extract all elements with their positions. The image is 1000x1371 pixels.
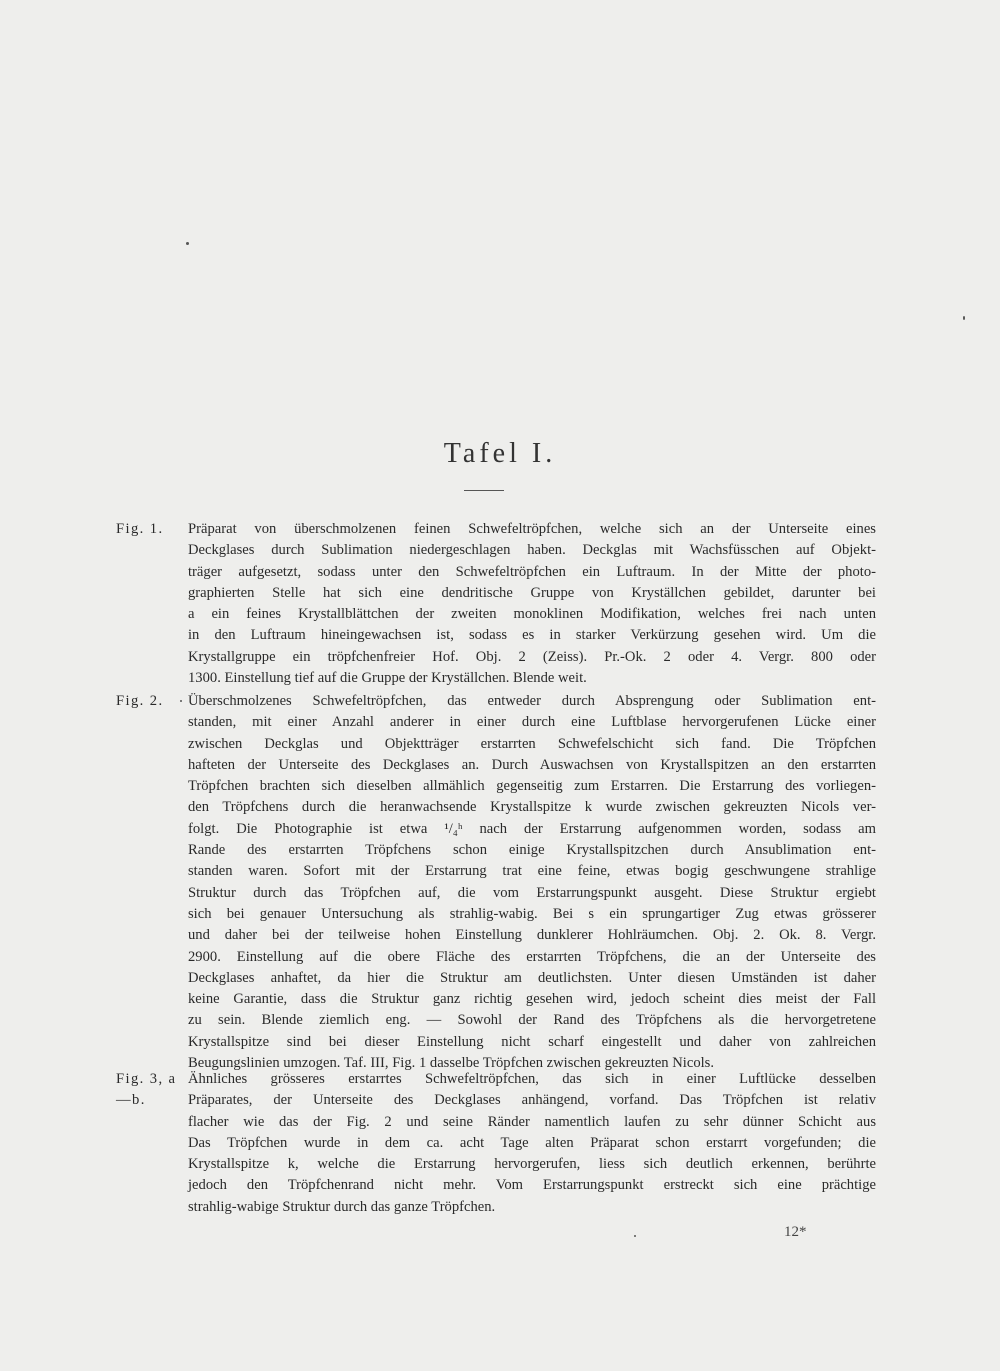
text-line: flacher wie das der Fig. 2 und seine Ränder namentlich laufen zu sehr dünner Schicht aus [188, 1113, 876, 1130]
text-line: jedoch den Tröpfchenrand nicht mehr. Vom Erstarrungspunkt erstreckt sich eine prächtige [188, 1177, 876, 1194]
page-number: 12* [784, 1224, 807, 1240]
text-line: strahlig-wabige Struktur durch das ganze Tröpfchen. [188, 1198, 496, 1215]
text-line: Krystallspitze sind bei dieser Einstellung nicht scharf eingestellt und daher von zahlreichen [188, 1033, 876, 1050]
text-line: zwischen Deckglas und Objektträger erstarrten Schwefelschicht sich fand. Die Tröpfchen [188, 735, 876, 752]
text-line: standen waren. Sofort mit der Erstarrung trat eine feine, etwas bogig geschwungene strahlige [188, 863, 876, 880]
text-line: in den Luftraum hineingewachsen ist, sodass es in starker Verkürzung gesehen wird. Um die [188, 627, 876, 644]
figure-label: Fig. 3, a—b. [116, 1071, 177, 1109]
text-line: Präparates, der Unterseite des Deckglases anhängend, vorfand. Das Tröpfchen ist relativ [188, 1092, 876, 1109]
text-line: folgt. Die Photographie ist etwa ¹/₄ʰ nach der Erstarrung aufgenommen worden, sodass am [188, 820, 876, 837]
text-line: Rande des erstarrten Tröpfchens schon einige Krystallspitzchen durch Ansublimation ent- [188, 842, 876, 859]
text-line: Überschmolzenes Schwefeltröpfchen, das entweder durch Absprengung oder Sublimation ent- [188, 693, 876, 709]
figure-label: Fig. 1. [116, 521, 164, 537]
figure-entry-2 [116, 691, 876, 1074]
text-line: den Tröpfchens durch die heranwachsende Krystallspitze k wurde zwischen gekreuzten Nicols ver- [188, 799, 876, 816]
print-speck [634, 1235, 636, 1237]
text-line: Krystallgruppe ein tröpfchenfreier Hof. Obj. 2 (Zeiss). Pr.-Ok. 2 oder 4. Vergr. 800 oder [188, 648, 876, 665]
text-line: Ähnliches grösseres erstarrtes Schwefeltröpfchen, das sich in einer Luftlücke desselben [188, 1071, 876, 1087]
print-speck [963, 316, 965, 320]
text-line: Krystallspitze k, welche die Erstarrung hervorgerufen, liess sich deutlich erkennen, berührte [188, 1156, 876, 1173]
figure-description [188, 691, 876, 1074]
page-title: Tafel I. [443, 438, 557, 469]
text-line: standen, mit einer Anzahl anderer in einer durch eine Luftblase hervorgerufenen Lücke einer [188, 714, 876, 731]
text-line: a ein feines Krystallblättchen der zweiten monoklinen Modifikation, welches frei nach unten [188, 606, 876, 623]
text-line: Tröpfchen brachten sich dieselben allmählich gegenseitig zum Erstarren. Die Erstarrung des vorliegen- [188, 778, 876, 795]
text-line: Deckglases anhaftet, da hier die Struktur am deutlichsten. Unter diesen Umständen ist daher [188, 969, 876, 986]
text-line: sich bei genauer Untersuchung als strahlig-wabig. Bei s ein sprungartiger Zug etwas grösserer [188, 905, 876, 922]
text-line: keine Garantie, dass die Struktur ganz richtig gesehen wird, jedoch scheint dies meist der Fall [188, 991, 876, 1008]
title-rule [464, 490, 504, 491]
text-line: Deckglases durch Sublimation niedergeschlagen haben. Deckglas mit Wachsfüsschen auf Objekt- [188, 542, 876, 559]
text-line: träger aufgesetzt, sodass unter den Schwefeltröpfchen ein Luftraum. In der Mitte der photo- [188, 563, 876, 580]
text-line: und daher bei der teilweise hohen Einstellung dunklerer Hohlräumchen. Obj. 2. Ok. 8. Vergr. [188, 927, 876, 944]
text-line: 2900. Einstellung auf die obere Fläche des erstarrten Tröpfchens, die an der Unterseite des [188, 948, 876, 965]
text-line: zu sein. Blende ziemlich eng. — Sowohl der Rand des Tröpfchens als die hervorgetretene [188, 1012, 876, 1029]
figure-label: Fig. 2. [116, 693, 164, 709]
figure-description [188, 1069, 876, 1218]
print-speck [180, 700, 182, 702]
figure-description [188, 519, 876, 689]
text-line: Präparat von überschmolzenen feinen Schwefeltröpfchen, welche sich an der Unterseite eines [188, 521, 876, 537]
text-line: Struktur durch das Tröpfchen auf, die vom Erstarrungspunkt ausgeht. Diese Struktur ergiebt [188, 884, 876, 901]
show-through-text [118, 90, 888, 200]
text-line: 1300. Einstellung tief auf die Gruppe der Kryställchen. Blende weit. [188, 670, 587, 687]
text-line: Beugungslinien umzogen. Taf. III, Fig. 1 dasselbe Tröpfchen zwischen gekreuzten Nicols. [188, 1055, 714, 1072]
text-line: Das Tröpfchen wurde in dem ca. acht Tage alten Präparat schon erstarrt vorgefunden; die [188, 1134, 876, 1151]
text-line: graphierten Stelle hat sich eine dendritische Gruppe von Kryställchen gebildet, darunter bei [188, 584, 876, 601]
figure-entry-1 [116, 519, 876, 689]
figure-entry-3 [116, 1069, 876, 1218]
print-speck [186, 242, 189, 245]
text-line: hafteten der Unterseite des Deckglases an. Durch Auswachsen von Krystallspitzen an den erstarrten [188, 756, 876, 773]
